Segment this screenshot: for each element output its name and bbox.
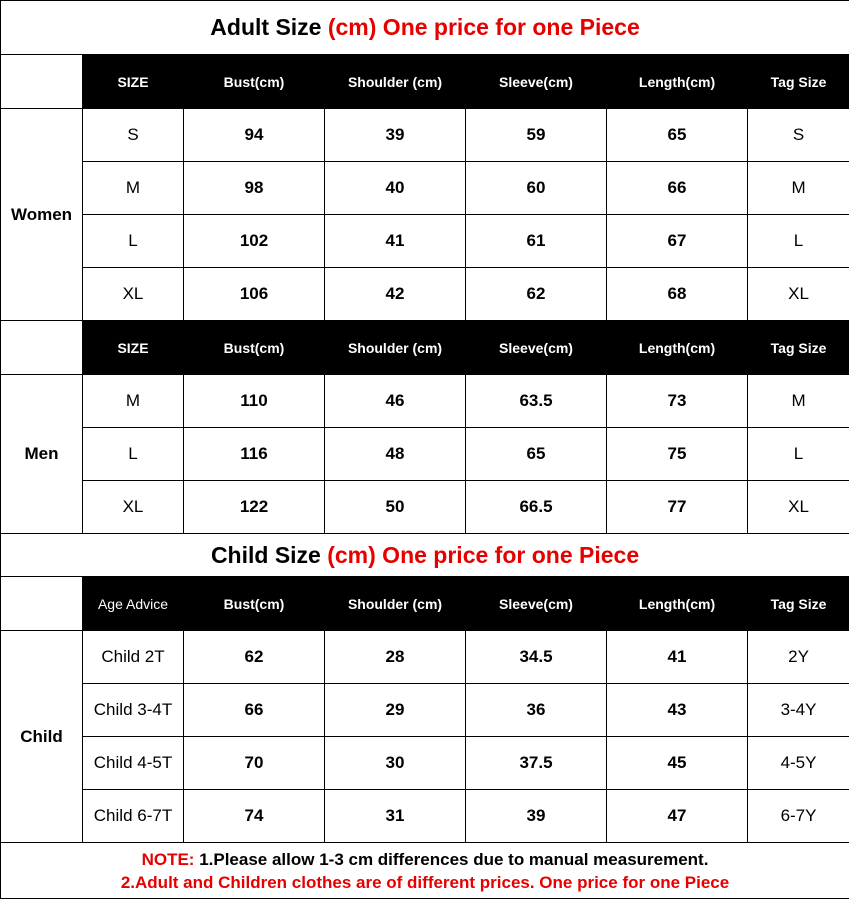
length-cell: 47 — [607, 790, 748, 843]
header-cell: Length(cm) — [607, 55, 748, 109]
bust-cell: 66 — [184, 684, 325, 737]
sleeve-cell: 66.5 — [466, 481, 607, 534]
women-header-row — [1, 55, 849, 109]
adult-title-red: (cm) One price for one Piece — [328, 14, 640, 40]
table-row — [1, 481, 849, 534]
tag-size-cell: L — [748, 428, 849, 481]
note-label: NOTE: — [142, 850, 195, 869]
child-group-label: Child — [1, 631, 83, 843]
header-blank-cell — [1, 55, 83, 109]
child-title-main: Child Size — [211, 542, 321, 568]
shoulder-cell: 48 — [325, 428, 466, 481]
tag-size-cell: 3-4Y — [748, 684, 849, 737]
table-row — [1, 109, 849, 162]
adult-title-main: Adult Size — [210, 14, 321, 40]
men-group-label: Men — [1, 375, 83, 534]
bust-cell: 102 — [184, 215, 325, 268]
sleeve-cell: 63.5 — [466, 375, 607, 428]
table-row — [1, 375, 849, 428]
size-cell: L — [83, 428, 184, 481]
size-cell: L — [83, 215, 184, 268]
tag-size-cell: XL — [748, 268, 849, 321]
size-cell: S — [83, 109, 184, 162]
shoulder-cell: 42 — [325, 268, 466, 321]
note-block — [1, 843, 849, 899]
table-row — [1, 790, 849, 843]
tag-size-cell: 6-7Y — [748, 790, 849, 843]
adult-size-title — [1, 1, 849, 55]
bust-cell: 70 — [184, 737, 325, 790]
sleeve-cell: 36 — [466, 684, 607, 737]
shoulder-cell: 28 — [325, 631, 466, 684]
table-row — [1, 162, 849, 215]
length-cell: 73 — [607, 375, 748, 428]
shoulder-cell: 40 — [325, 162, 466, 215]
tag-size-cell: 2Y — [748, 631, 849, 684]
header-blank-cell — [1, 577, 83, 631]
table-row — [1, 428, 849, 481]
age-cell: Child 3-4T — [83, 684, 184, 737]
length-cell: 65 — [607, 109, 748, 162]
note-text-1: 1.Please allow 1-3 cm differences due to manual measurement. — [194, 850, 708, 869]
header-cell: Sleeve(cm) — [466, 577, 607, 631]
header-cell: Tag Size — [748, 321, 849, 375]
length-cell: 43 — [607, 684, 748, 737]
length-cell: 77 — [607, 481, 748, 534]
tag-size-cell: S — [748, 109, 849, 162]
size-cell: XL — [83, 481, 184, 534]
bust-cell: 62 — [184, 631, 325, 684]
header-cell: Age Advice — [83, 577, 184, 631]
header-cell: Shoulder (cm) — [325, 55, 466, 109]
header-cell: Bust(cm) — [184, 577, 325, 631]
sleeve-cell: 61 — [466, 215, 607, 268]
table-row — [1, 268, 849, 321]
sleeve-cell: 34.5 — [466, 631, 607, 684]
sleeve-cell: 37.5 — [466, 737, 607, 790]
size-cell: M — [83, 375, 184, 428]
shoulder-cell: 29 — [325, 684, 466, 737]
header-cell: Bust(cm) — [184, 55, 325, 109]
bust-cell: 94 — [184, 109, 325, 162]
shoulder-cell: 39 — [325, 109, 466, 162]
tag-size-cell: M — [748, 162, 849, 215]
men-header-row — [1, 321, 849, 375]
header-cell: SIZE — [83, 55, 184, 109]
size-cell: M — [83, 162, 184, 215]
header-cell: Shoulder (cm) — [325, 321, 466, 375]
length-cell: 67 — [607, 215, 748, 268]
women-group-label: Women — [1, 109, 83, 321]
tag-size-cell: L — [748, 215, 849, 268]
header-cell: Sleeve(cm) — [466, 321, 607, 375]
age-cell: Child 6-7T — [83, 790, 184, 843]
age-cell: Child 2T — [83, 631, 184, 684]
bust-cell: 122 — [184, 481, 325, 534]
header-cell: Sleeve(cm) — [466, 55, 607, 109]
table-row — [1, 684, 849, 737]
sleeve-cell: 39 — [466, 790, 607, 843]
table-row — [1, 631, 849, 684]
bust-cell: 110 — [184, 375, 325, 428]
bust-cell: 98 — [184, 162, 325, 215]
shoulder-cell: 41 — [325, 215, 466, 268]
note-line-1 — [1, 848, 849, 871]
shoulder-cell: 50 — [325, 481, 466, 534]
length-cell: 45 — [607, 737, 748, 790]
sleeve-cell: 62 — [466, 268, 607, 321]
header-cell: Length(cm) — [607, 577, 748, 631]
tag-size-cell: XL — [748, 481, 849, 534]
header-blank-cell — [1, 321, 83, 375]
length-cell: 41 — [607, 631, 748, 684]
tag-size-cell: 4-5Y — [748, 737, 849, 790]
table-row — [1, 215, 849, 268]
header-cell: Length(cm) — [607, 321, 748, 375]
child-title-red: (cm) One price for one Piece — [327, 542, 639, 568]
bust-cell: 116 — [184, 428, 325, 481]
age-cell: Child 4-5T — [83, 737, 184, 790]
bust-cell: 74 — [184, 790, 325, 843]
tag-size-cell: M — [748, 375, 849, 428]
header-cell: SIZE — [83, 321, 184, 375]
header-cell: Bust(cm) — [184, 321, 325, 375]
length-cell: 75 — [607, 428, 748, 481]
length-cell: 66 — [607, 162, 748, 215]
length-cell: 68 — [607, 268, 748, 321]
bust-cell: 106 — [184, 268, 325, 321]
note-line-2: 2.Adult and Children clothes are of different prices. One price for one Piece — [1, 871, 849, 894]
size-cell: XL — [83, 268, 184, 321]
table-row — [1, 737, 849, 790]
sleeve-cell: 59 — [466, 109, 607, 162]
shoulder-cell: 30 — [325, 737, 466, 790]
shoulder-cell: 46 — [325, 375, 466, 428]
child-size-title — [1, 534, 849, 577]
header-cell: Shoulder (cm) — [325, 577, 466, 631]
child-header-row — [1, 577, 849, 631]
header-cell: Tag Size — [748, 55, 849, 109]
shoulder-cell: 31 — [325, 790, 466, 843]
header-cell: Tag Size — [748, 577, 849, 631]
sleeve-cell: 60 — [466, 162, 607, 215]
sleeve-cell: 65 — [466, 428, 607, 481]
